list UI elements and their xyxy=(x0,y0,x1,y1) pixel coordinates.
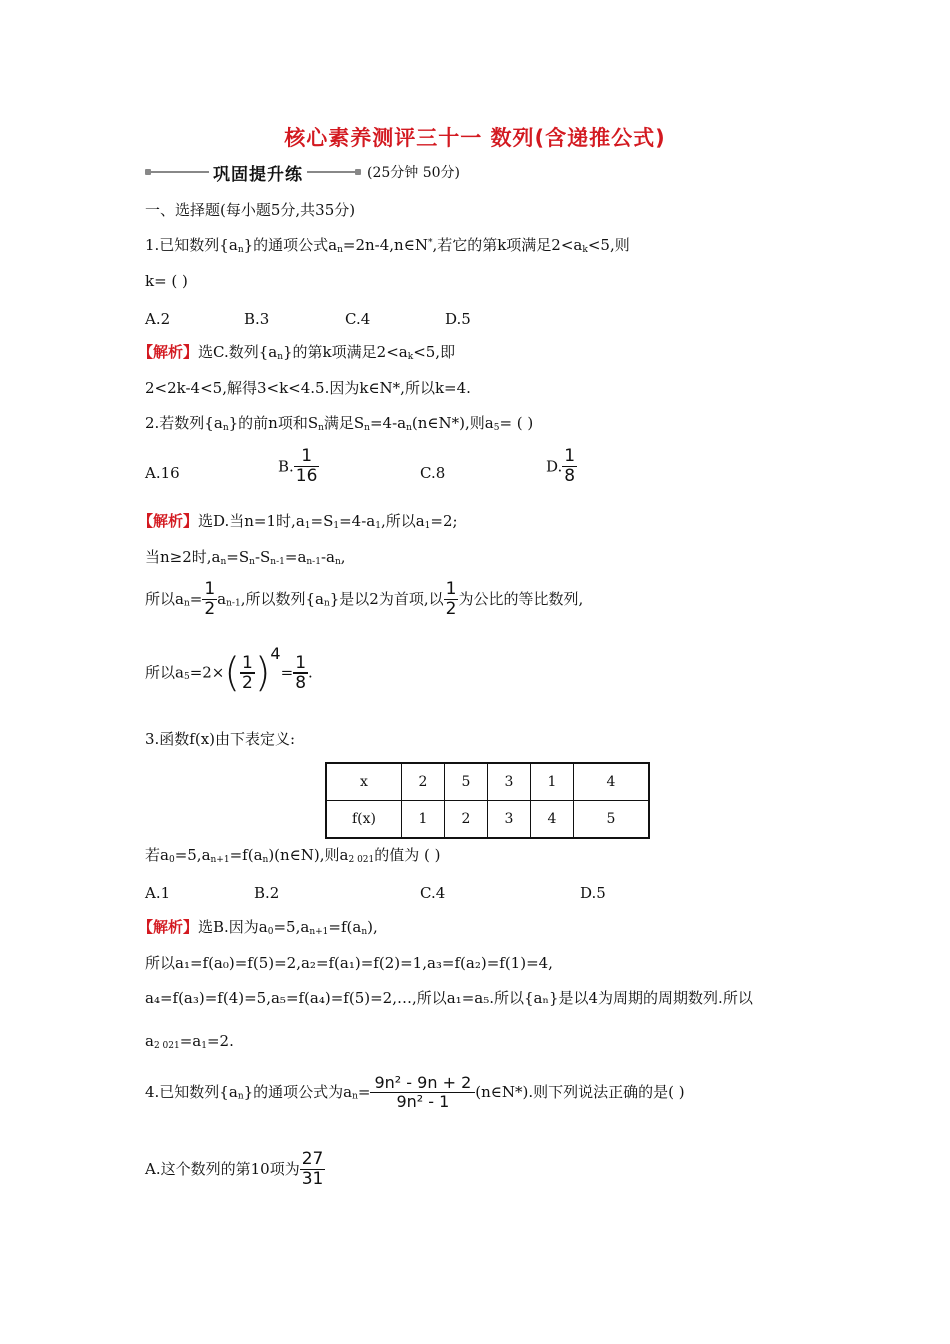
q2-option-d-fraction: $\frac{1}{8}$ xyxy=(564,446,576,487)
section-right-dot xyxy=(355,169,361,175)
base-fraction: $\frac{1}{2}$ xyxy=(241,652,253,693)
q4-option-a: A.这个数列的第10项为 $\frac{27}{31}$ xyxy=(145,1149,324,1190)
q1-stem-line2: k= ( ) xyxy=(145,272,188,290)
table-cell: 3 xyxy=(488,801,531,839)
half-fraction: $\frac{1}{2}$ xyxy=(204,579,216,620)
table-cell: 4 xyxy=(531,801,574,839)
q1-analysis: 【解析】选C.数列$\{a_n\}$的第k项满足$2<a_k<5$,即 xyxy=(138,343,456,362)
page-title: 核心素养测评三十一 数列(含递推公式) xyxy=(284,126,666,150)
q1-option-c: C.4 xyxy=(345,310,371,328)
analysis-tag: 【解析】 xyxy=(138,512,199,530)
q2-option-a: A.16 xyxy=(145,464,180,482)
table-cell: 5 xyxy=(574,801,650,839)
q1-option-d: D.5 xyxy=(445,310,471,328)
table-cell: 1 xyxy=(531,763,574,801)
table-cell: 2 xyxy=(445,801,488,839)
part-heading: 一、选择题(每小题5分,共35分) xyxy=(145,201,356,219)
table-cell: 5 xyxy=(445,763,488,801)
q1-option-a: A.2 xyxy=(145,310,171,328)
q2-option-c: C.8 xyxy=(420,464,446,482)
table-cell: x xyxy=(326,763,402,801)
result-fraction: $\frac{1}{8}$ xyxy=(295,652,307,693)
q4-option-a-fraction: $\frac{27}{31}$ xyxy=(301,1149,324,1190)
table-row xyxy=(326,763,649,801)
q2-option-d: D. $\frac{1}{8}$ xyxy=(546,446,576,487)
section-left-rule xyxy=(151,171,209,173)
q2-analysis-line4: 所以$a_5=2\times$( $\frac{1}{2}$ )4= $\frac{1}{8}$ . xyxy=(145,644,313,696)
section-time: (25分钟 50分) xyxy=(367,165,461,181)
q3-stem: 3.函数f(x)由下表定义: xyxy=(145,730,296,748)
q3-option-d: D.5 xyxy=(580,884,606,902)
q3-condition: 若$a_0=5,a_{n+1}=f(a_n)(n\in N)$,则$a_{2 021}$的值为 ( ) xyxy=(145,846,441,865)
q3-analysis-line2: 所以a₁=f(a₀)=f(5)=2,a₂=f(a₁)=f(2)=1,a₃=f(a₂)=f(1)=4, xyxy=(145,954,553,972)
q3-option-c: C.4 xyxy=(420,884,446,902)
q2-stem: 2.若数列$\{a_n\}$的前n项和$S_n$满足$S_n=4-a_n(n\in N*)$,则$a_5=$ ( ) xyxy=(145,414,534,433)
q3-analysis-line4: $a_{2 021}=a_1=2$. xyxy=(145,1032,234,1051)
table-cell: 3 xyxy=(488,763,531,801)
q3-option-b: B.2 xyxy=(254,884,280,902)
section-header xyxy=(145,161,460,183)
q3-option-a: A.1 xyxy=(145,884,171,902)
q1-analysis-line2: 2<2k-4<5,解得3<k<4.5.因为k∈N*,所以k=4. xyxy=(145,379,471,397)
analysis-tag: 【解析】 xyxy=(138,343,199,361)
q4-general-term-fraction: $\frac{\text{9n² - 9n + 2}}{\text{9n² - 1}}$ xyxy=(370,1074,475,1111)
section-right-rule xyxy=(307,171,355,173)
section-label: 巩固提升练 xyxy=(213,164,303,185)
q2-analysis-line2: 当n≥2时$,a_n=S_n-S_{n-1}=a_{n-1}-a_n$, xyxy=(145,548,346,567)
q4-stem: 4.已知数列$\{a_n\}$的通项公式为$a_n=$ $\frac{\text{9n² - 9n + 2}}{\text{9n² - 1}}$ (n∈N*).则下列说法正确的是( ) xyxy=(145,1073,685,1112)
q1-option-b: B.3 xyxy=(244,310,270,328)
q1-stem: 1.已知数列$\{a_n\}$的通项公式$a_n=2n-4,n\in N^*$,若它的第k项满足$2<a_k<5$,则 xyxy=(145,236,630,255)
q3-analysis: 【解析】选B.因为$a_0=5,a_{n+1}=f(a_n)$, xyxy=(138,918,378,937)
function-table xyxy=(325,762,650,839)
analysis-tag: 【解析】 xyxy=(138,918,199,936)
table-cell: 2 xyxy=(402,763,445,801)
q2-analysis: 【解析】选D.当n=1时$,a_1=S_1=4-a_1$,所以$a_1=2$; xyxy=(138,512,458,531)
q3-analysis-line3: a₄=f(a₃)=f(4)=5,a₅=f(a₄)=f(5)=2,…,所以a₁=a₅.所以{aₙ}是以4为周期的周期数列.所以 xyxy=(145,989,753,1007)
q2-option-b: B. $\frac{1}{16}$ xyxy=(278,446,318,487)
table-cell: 1 xyxy=(402,801,445,839)
ratio-fraction: $\frac{1}{2}$ xyxy=(445,579,457,620)
table-cell: f(x) xyxy=(326,801,402,839)
table-row xyxy=(326,801,649,839)
q2-option-b-fraction: $\frac{1}{16}$ xyxy=(295,446,318,487)
table-cell: 4 xyxy=(574,763,650,801)
q2-analysis-line3: 所以$a_n=$ $\frac{1}{2}$ $a_{n-1}$,所以数列$\{a_n\}$是以2为首项,以 $\frac{1}{2}$ 为公比的等比数列, xyxy=(145,579,584,620)
